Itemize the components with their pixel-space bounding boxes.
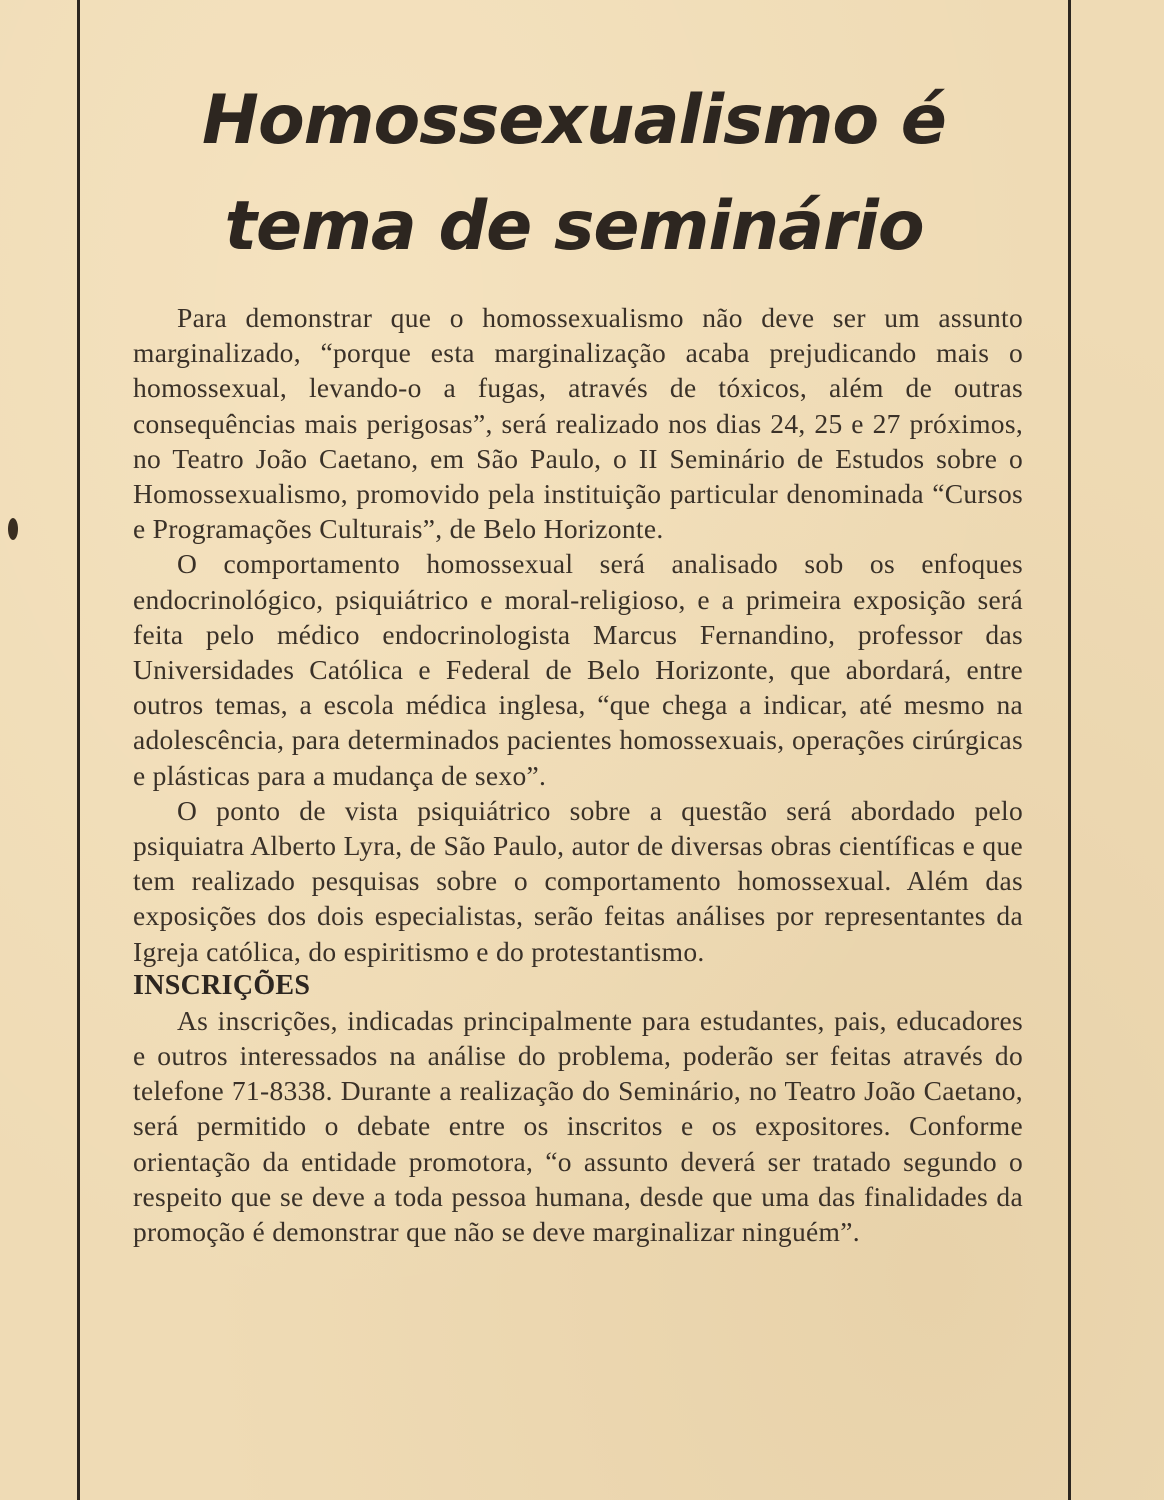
headline-line-1: Homossexualismo é	[202, 81, 946, 160]
paragraph-intro: Para demonstrar que o homossexualismo não deve ser um assunto marginalizado, “porque esta marginalização acaba prejudicando mais o homossexual, levando-o a fugas, através de tóxicos, além de outras consequências mais perigosas”, será realizado nos dias 24, 25 e 27 próximos, no Teatro João Caetano, em São Paulo, o II Seminário de Estudos sobre o Homossexualismo, promovido pela instituição particular denominada “Cursos e Programações Culturais”, de Belo Horizonte.	[133, 302, 1023, 545]
headline-line-2: tema de seminário	[224, 187, 924, 266]
paragraph-endocrinology: O comportamento homossexual será analisado sob os enfoques endocrinológico, psiquiátrico e moral-religioso, e a primeira exposição será feita pelo médico endocrinologista Marcus Fernandino, professor das Universidades Católica e Federal de Belo Horizonte, que abordará, entre outros temas, a escola médica inglesa, “que chega a indicar, até mesmo na adolescência, para determinados pacientes homossexuais, operações cirúrgicas e plásticas para a mudança de sexo”.	[133, 548, 1023, 791]
ink-blot	[8, 518, 18, 540]
article-body	[133, 300, 1023, 1249]
article	[80, 0, 1068, 1500]
paragraph-psychiatry: O ponto de vista psiquiátrico sobre a questão será abordado pelo psiquiatra Alberto Lyra, de São Paulo, autor de diversas obras científicas e que tem realizado pesquisas sobre o comportamento homossexual. Além das exposições dos dois especialistas, serão feitas análises por representantes da Igreja católica, do espiritismo e do protestantismo.	[133, 794, 1023, 967]
headline	[80, 68, 1068, 280]
subhead-inscricoes: INSCRIÇÕES	[133, 969, 311, 1001]
paragraph-registration: As inscrições, indicadas principalmente para estudantes, pais, educadores e outros interessados na análise do problema, poderão ser feitas através do telefone 71-8338. Durante a realização do Seminário, no Teatro João Caetano, será permitido o debate entre os inscritos e os expositores. Conforme orientação da entidade promotora, “o assunto deverá ser tratado segundo o respeito que se deve a toda pessoa humana, desde que uma das finalidades da promoção é demonstrar que não se deve marginalizar ninguém”.	[133, 1004, 1023, 1248]
column-rule-right	[1068, 0, 1071, 1500]
